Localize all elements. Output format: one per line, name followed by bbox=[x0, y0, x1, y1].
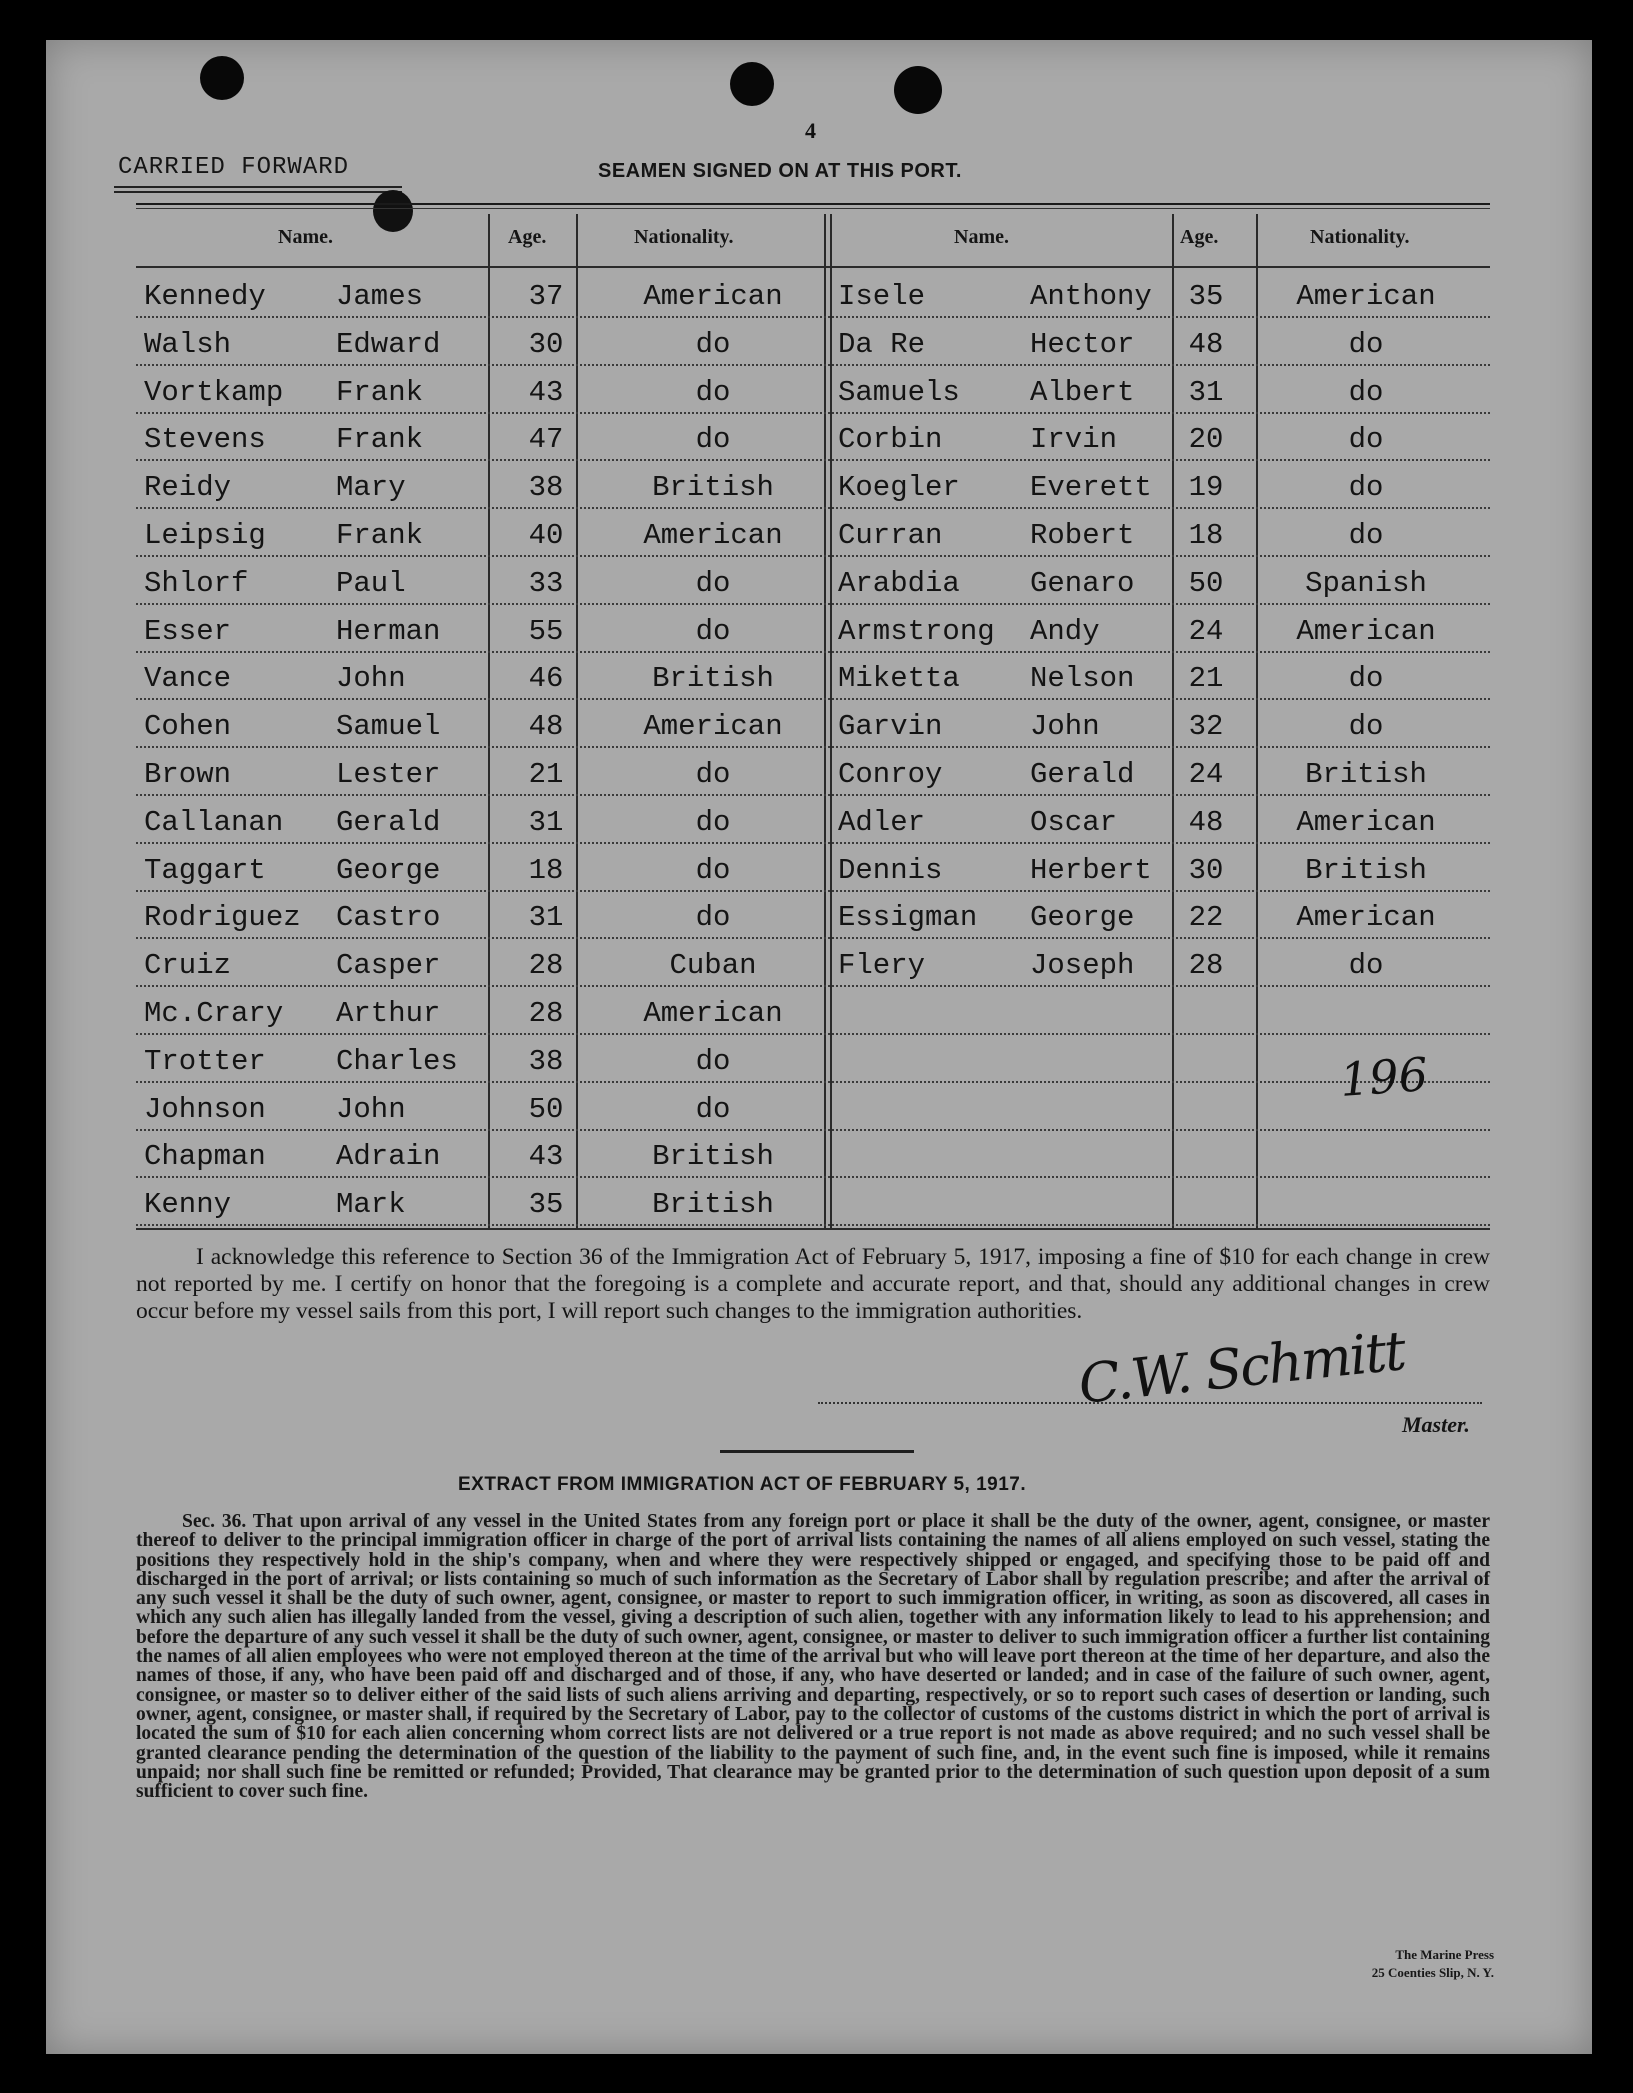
cell-first-name: Frank bbox=[336, 423, 424, 457]
cell-nationality: American bbox=[643, 710, 783, 744]
cell-last-name: Armstrong bbox=[838, 614, 995, 648]
cell-age: 55 bbox=[528, 614, 564, 648]
cell-first-name: Irvin bbox=[1030, 423, 1118, 457]
table-row bbox=[136, 368, 1490, 414]
cell-age: 24 bbox=[1188, 758, 1224, 791]
cell-last-name: Vance bbox=[144, 662, 232, 696]
cell-nationality: do bbox=[695, 327, 731, 361]
cell-nationality: do bbox=[695, 375, 731, 409]
cell-first-name: Samuel bbox=[336, 710, 441, 744]
cell-first-name: Nelson bbox=[1030, 662, 1135, 696]
cell-first-name: Joseph bbox=[1030, 949, 1135, 983]
cell-age: 40 bbox=[528, 519, 564, 552]
form-title: SEAMEN SIGNED ON AT THIS PORT. bbox=[598, 160, 962, 182]
cell-nationality: American bbox=[643, 997, 783, 1030]
cell-first-name: George bbox=[336, 853, 441, 887]
table-row bbox=[136, 1085, 1490, 1131]
cell-age: 28 bbox=[528, 949, 564, 983]
cell-last-name: Koegler bbox=[838, 471, 960, 505]
cell-nationality: do bbox=[1348, 423, 1384, 457]
extract-title: EXTRACT FROM IMMIGRATION ACT OF FEBRUARY 5, 1917. bbox=[458, 1474, 1027, 1495]
cell-age: 31 bbox=[528, 805, 564, 839]
punch-hole bbox=[894, 66, 942, 114]
cell-age: 22 bbox=[1188, 901, 1224, 935]
table-row bbox=[136, 654, 1490, 700]
cell-last-name: Chapman bbox=[144, 1140, 266, 1174]
cell-age: 20 bbox=[1188, 423, 1224, 457]
cell-age: 46 bbox=[528, 662, 564, 696]
cell-age: 48 bbox=[1188, 327, 1224, 361]
cell-age: 50 bbox=[1188, 566, 1224, 600]
cell-last-name: Esser bbox=[144, 614, 232, 648]
table-row bbox=[136, 272, 1490, 318]
table-row bbox=[136, 415, 1490, 461]
cell-age: 38 bbox=[528, 471, 564, 505]
cell-nationality: American bbox=[643, 519, 783, 552]
cell-last-name: Miketta bbox=[838, 662, 960, 696]
cell-last-name: Stevens bbox=[144, 423, 266, 457]
master-label: Master. bbox=[1402, 1412, 1470, 1437]
cell-last-name: Kenny bbox=[144, 1188, 232, 1222]
header-age-left: Age. bbox=[508, 226, 547, 248]
cell-first-name: Frank bbox=[336, 375, 424, 409]
table-row bbox=[136, 463, 1490, 509]
cell-nationality: American bbox=[1296, 280, 1436, 313]
cell-nationality: do bbox=[695, 1044, 731, 1078]
cell-age: 43 bbox=[528, 1140, 564, 1174]
cell-last-name: Mc.Crary bbox=[144, 997, 284, 1030]
cell-first-name: Gerald bbox=[336, 805, 441, 839]
cell-nationality: American bbox=[1296, 614, 1436, 648]
header-name-right: Name. bbox=[954, 226, 1009, 248]
table-bottom-rule bbox=[136, 1228, 1490, 1230]
cell-last-name: Flery bbox=[838, 949, 926, 983]
cell-last-name: Taggart bbox=[144, 853, 266, 887]
cell-age: 33 bbox=[528, 566, 564, 600]
cell-first-name: Genaro bbox=[1030, 566, 1135, 600]
carried-forward-underline bbox=[114, 186, 402, 188]
cell-first-name: Mark bbox=[336, 1188, 406, 1222]
cell-last-name: Conroy bbox=[838, 758, 943, 791]
cell-last-name: Dennis bbox=[838, 853, 943, 887]
cell-nationality: do bbox=[1348, 471, 1384, 505]
cell-last-name: Isele bbox=[838, 280, 926, 313]
master-signature: C.W. Schmitt bbox=[1075, 1319, 1408, 1416]
cell-first-name: Lester bbox=[336, 758, 441, 791]
table-row bbox=[136, 511, 1490, 557]
cell-first-name: Adrain bbox=[336, 1140, 441, 1174]
cell-last-name: Trotter bbox=[144, 1044, 266, 1078]
cell-first-name: Gerald bbox=[1030, 758, 1135, 791]
cell-last-name: Garvin bbox=[838, 710, 943, 744]
cell-last-name: Samuels bbox=[838, 375, 960, 409]
cell-age: 50 bbox=[528, 1092, 564, 1126]
cell-nationality: do bbox=[695, 1092, 731, 1126]
cell-first-name: Oscar bbox=[1030, 805, 1118, 839]
cell-first-name: Casper bbox=[336, 949, 441, 983]
acknowledgement-text: I acknowledge this reference to Section 36 of the Immigration Act of February 5, 1917, imposing a fine of $10 for each change in crew not reported by me. I certify on honor that the foregoing is a complete and accurate report, and that, should any additional changes in crew occur before my vessel sails from this port, I will report such changes to the immigration authorities. bbox=[136, 1244, 1490, 1324]
cell-last-name: Callanan bbox=[144, 805, 284, 839]
cell-nationality: British bbox=[652, 471, 774, 505]
cell-first-name: George bbox=[1030, 901, 1135, 935]
cell-first-name: Arthur bbox=[336, 997, 441, 1030]
printer-address: 25 Coenties Slip, N. Y. bbox=[1371, 1965, 1494, 1980]
table-row bbox=[136, 750, 1490, 796]
cell-age: 30 bbox=[528, 327, 564, 361]
cell-last-name: Cohen bbox=[144, 710, 232, 744]
cell-nationality: do bbox=[1348, 949, 1384, 983]
cell-nationality: American bbox=[1296, 805, 1436, 839]
cell-first-name: Everett bbox=[1030, 471, 1152, 505]
cell-last-name: Johnson bbox=[144, 1092, 266, 1126]
cell-nationality: do bbox=[1348, 375, 1384, 409]
punch-hole bbox=[730, 62, 774, 106]
cell-nationality: British bbox=[1305, 853, 1427, 887]
table-row bbox=[136, 1180, 1490, 1226]
cell-age: 47 bbox=[528, 423, 564, 457]
table-row bbox=[136, 702, 1490, 748]
cell-nationality: do bbox=[695, 758, 731, 791]
table-row bbox=[136, 846, 1490, 892]
cell-nationality: Cuban bbox=[669, 949, 757, 983]
cell-last-name: Arabdia bbox=[838, 566, 960, 600]
cell-age: 31 bbox=[1188, 375, 1224, 409]
cell-last-name: Curran bbox=[838, 519, 943, 552]
cell-first-name: Andy bbox=[1030, 614, 1100, 648]
cell-nationality: do bbox=[695, 853, 731, 887]
printer-name: The Marine Press bbox=[1395, 1947, 1494, 1962]
cell-age: 43 bbox=[528, 375, 564, 409]
cell-age: 18 bbox=[528, 853, 564, 887]
cell-nationality: do bbox=[1348, 710, 1384, 744]
header-rule bbox=[136, 208, 1490, 209]
table-row bbox=[136, 941, 1490, 987]
section-divider bbox=[720, 1450, 914, 1453]
cell-age: 48 bbox=[528, 710, 564, 744]
cell-age: 32 bbox=[1188, 710, 1224, 744]
cell-first-name: Frank bbox=[336, 519, 424, 552]
cell-first-name: Castro bbox=[336, 901, 441, 935]
table-row bbox=[136, 1132, 1490, 1178]
header-underline bbox=[136, 266, 1490, 268]
cell-nationality: British bbox=[1305, 758, 1427, 791]
cell-age: 19 bbox=[1188, 471, 1224, 505]
cell-age: 28 bbox=[1188, 949, 1224, 983]
crew-table bbox=[136, 214, 1490, 1230]
cell-nationality: do bbox=[695, 805, 731, 839]
cell-age: 35 bbox=[528, 1188, 564, 1222]
cell-first-name: James bbox=[336, 280, 424, 313]
cell-nationality: Spanish bbox=[1305, 566, 1427, 600]
header-age-right: Age. bbox=[1180, 226, 1219, 248]
cell-first-name: Edward bbox=[336, 327, 441, 361]
cell-first-name: Herbert bbox=[1030, 853, 1152, 887]
cell-first-name: Robert bbox=[1030, 519, 1135, 552]
cell-age: 21 bbox=[1188, 662, 1224, 696]
section-36-text: Sec. 36. That upon arrival of any vessel in the United States from any foreign port or place it shall be the duty of the owner, agent, consignee, or master thereof to deliver to the principal immigration officer in charge of the port of arrival lists containing the names of all aliens employed on such vessel, stating the positions they respectively hold in the ship's company, when and where they were respectively shipped or engaged, and specifying those to be paid off and discharged in the port of arrival; or lists containing so much of such information as the Secretary of Labor shall by regulation prescribe; and after the arrival of any such vessel it shall be the duty of such owner, agent, consignee, or master to report to such immigration officer, in writing, as soon as discovered, all cases in which any such alien has illegally landed from the vessel, giving a description of such alien, together with any information likely to lead to his apprehension; and before the departure of any such vessel it shall be the duty of such owner, agent, consignee, or master to deliver to such immigration officer a further list containing the names of all alien employees who were not employed thereon at the time of the arrival but who will leave port thereon at the time of her departure, and also the names of those, if any, who have been paid off and discharged and of those, if any, who have deserted or landed; and in case of the failure of such owner, agent, consignee, or master so to deliver either of the said lists of such aliens arriving and departing, respectively, or so to report such cases of desertion or landing, such owner, agent, consignee, or master shall, if required by the Secretary of Labor, pay to the collector of customs of the customs district in which the port of arrival is located the sum of $10 for each alien concerning whom correct lists are not delivered or a true report is not made as above required; and no such vessel shall be granted clearance pending the determination of the question of the liability to the payment of such fine, and, in the event such fine is imposed, while it remains unpaid; nor shall such fine be remitted or refunded; Provided, That clearance may be granted prior to the determination of such question upon deposit of a sum sufficient to cover such fine. bbox=[136, 1511, 1490, 1803]
cell-last-name: Reidy bbox=[144, 471, 232, 505]
cell-first-name: Anthony bbox=[1030, 280, 1152, 313]
cell-nationality: American bbox=[643, 280, 783, 313]
cell-age: 35 bbox=[1188, 280, 1224, 313]
header-nationality-left: Nationality. bbox=[634, 226, 734, 248]
page-number: 4 bbox=[805, 118, 816, 143]
cell-nationality: British bbox=[652, 662, 774, 696]
table-row bbox=[136, 893, 1490, 939]
carried-forward-stamp: CARRIED FORWARD bbox=[118, 154, 350, 181]
signature-line bbox=[818, 1402, 1482, 1405]
cell-nationality: American bbox=[1296, 901, 1436, 935]
cell-nationality: do bbox=[695, 423, 731, 457]
table-row bbox=[136, 1037, 1490, 1083]
cell-age: 48 bbox=[1188, 805, 1224, 839]
cell-nationality: British bbox=[652, 1188, 774, 1222]
carried-forward-underline bbox=[114, 191, 402, 193]
handwritten-total: 196 bbox=[1338, 1047, 1430, 1107]
cell-nationality: do bbox=[1348, 327, 1384, 361]
cell-age: 21 bbox=[528, 758, 564, 791]
header-nationality-right: Nationality. bbox=[1310, 226, 1410, 248]
cell-first-name: Mary bbox=[336, 471, 406, 505]
cell-last-name: Adler bbox=[838, 805, 926, 839]
cell-nationality: do bbox=[1348, 662, 1384, 696]
cell-last-name: Walsh bbox=[144, 327, 232, 361]
table-row bbox=[136, 989, 1490, 1035]
cell-first-name: John bbox=[336, 1092, 406, 1126]
cell-nationality: do bbox=[1348, 519, 1384, 552]
cell-first-name: John bbox=[336, 662, 406, 696]
table-row bbox=[136, 559, 1490, 605]
cell-last-name: Vortkamp bbox=[144, 375, 284, 409]
cell-nationality: do bbox=[695, 614, 731, 648]
cell-last-name: Brown bbox=[144, 758, 232, 791]
cell-last-name: Essigman bbox=[838, 901, 978, 935]
table-row bbox=[136, 798, 1490, 844]
cell-age: 30 bbox=[1188, 853, 1224, 887]
cell-last-name: Cruiz bbox=[144, 949, 232, 983]
cell-first-name: Hector bbox=[1030, 327, 1135, 361]
cell-age: 38 bbox=[528, 1044, 564, 1078]
cell-first-name: John bbox=[1030, 710, 1100, 744]
cell-last-name: Leipsig bbox=[144, 519, 266, 552]
cell-first-name: Herman bbox=[336, 614, 441, 648]
cell-last-name: Rodriguez bbox=[144, 901, 301, 935]
cell-age: 31 bbox=[528, 901, 564, 935]
table-row bbox=[136, 607, 1490, 653]
cell-age: 37 bbox=[528, 280, 564, 313]
cell-first-name: Charles bbox=[336, 1044, 458, 1078]
table-row bbox=[136, 320, 1490, 366]
cell-age: 18 bbox=[1188, 519, 1224, 552]
cell-first-name: Paul bbox=[336, 566, 406, 600]
cell-first-name: Albert bbox=[1030, 375, 1135, 409]
printer-imprint bbox=[1308, 1946, 1494, 1982]
cell-nationality: British bbox=[652, 1140, 774, 1174]
cell-nationality: do bbox=[695, 566, 731, 600]
cell-last-name: Corbin bbox=[838, 423, 943, 457]
cell-last-name: Kennedy bbox=[144, 280, 266, 313]
punch-hole bbox=[200, 56, 244, 100]
cell-nationality: do bbox=[695, 901, 731, 935]
header-name-left: Name. bbox=[278, 226, 333, 248]
cell-last-name: Shlorf bbox=[144, 566, 249, 600]
cell-age: 24 bbox=[1188, 614, 1224, 648]
cell-last-name: Da Re bbox=[838, 327, 926, 361]
cell-age: 28 bbox=[528, 997, 564, 1030]
header-rule bbox=[136, 203, 1490, 205]
